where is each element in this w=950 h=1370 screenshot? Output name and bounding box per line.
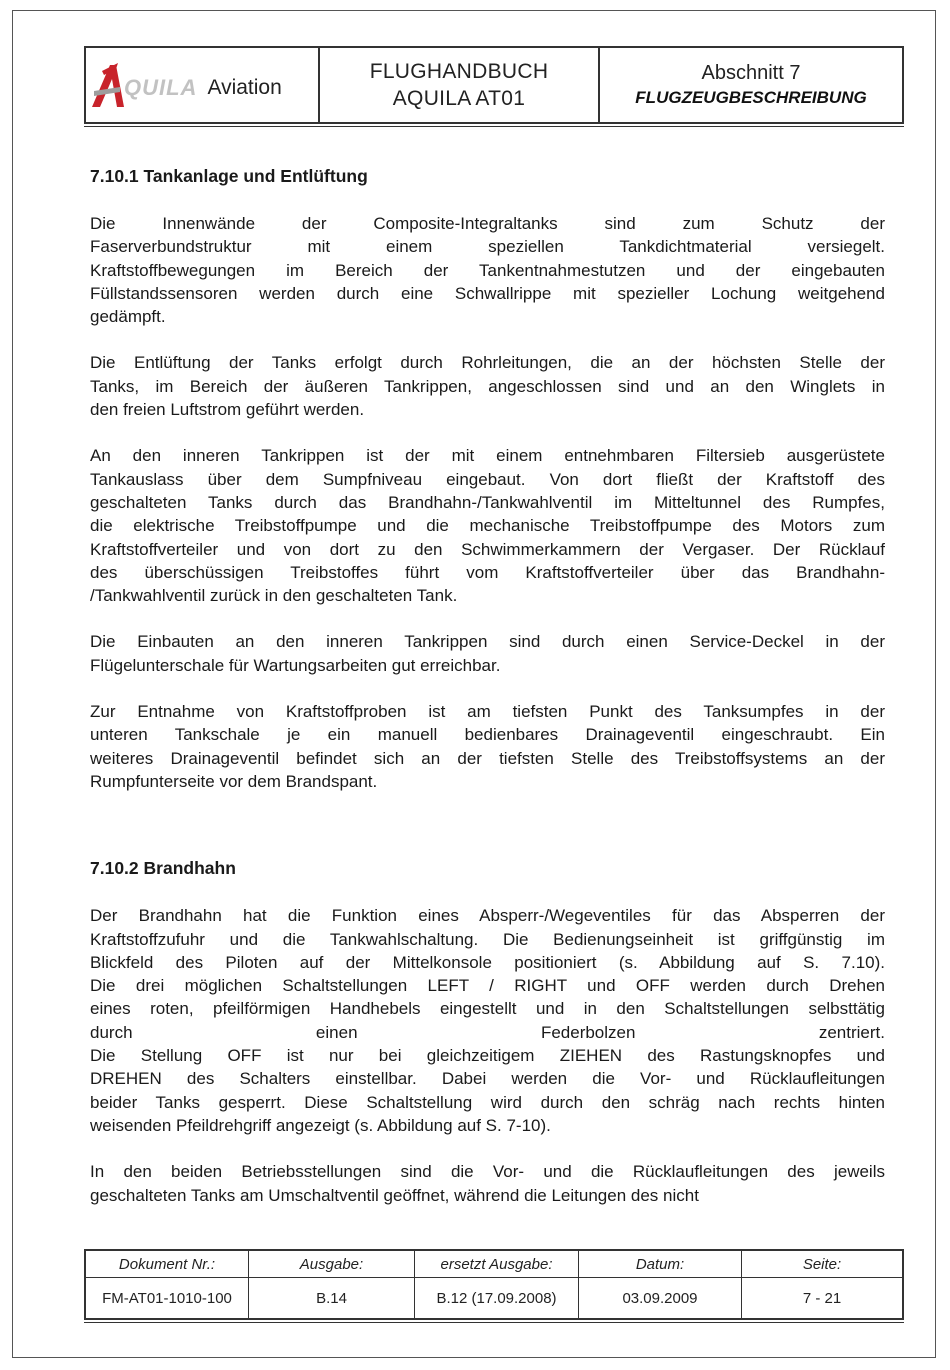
paragraph-line: Tanks, im Bereich der äußeren Tankrippen, angeschlossen sind und an den Winglets in: [90, 376, 885, 396]
paragraph-line: durch einen Federbolzen zentriert.: [90, 1022, 885, 1042]
body-paragraph: [90, 630, 885, 677]
paragraph-line: Die Innenwände der Composite-Integraltanks sind zum Schutz der: [90, 214, 885, 233]
footer-date: 03.09.2009: [578, 1278, 741, 1318]
footer-replaces-edition: B.12 (17.09.2008): [414, 1278, 578, 1318]
paragraph-line: Flügelunterschale für Wartungsarbeiten gut erreichbar.: [90, 655, 501, 675]
paragraph-line: beider Tanks gesperrt. Diese Schaltstellung wird durch den schräg nach rechts hinten: [90, 1092, 885, 1112]
footer-label-replaces-edition: ersetzt Ausgabe:: [414, 1251, 578, 1277]
paragraph-line: geschalteten Tanks durch das Brandhahn-/Tankwahlventil im Mitteltunnel des Rumpfes,: [90, 492, 885, 512]
paragraph-line: Die drei möglichen Schaltstellungen LEFT / RIGHT und OFF werden durch Drehen: [90, 976, 885, 996]
footer-label-edition: Ausgabe:: [248, 1251, 414, 1277]
manual-title-line2: AQUILA AT01: [392, 87, 526, 110]
section-label: [598, 48, 902, 122]
body-paragraph: [90, 444, 885, 607]
paragraph-line: weisenden Pfeildrehgriff angezeigt (s. Abbildung auf S. 7-10).: [90, 1115, 551, 1135]
section-7-10-1-text: [90, 212, 885, 793]
paragraph-line: Füllstandssensoren werden durch eine Schwallrippe mit spezieller Lochung weitgehend: [90, 283, 885, 303]
manual-title: [318, 48, 598, 122]
footer-document-no: FM-AT01-1010-100: [102, 1289, 232, 1307]
manual-title-line1: FLUGHANDBUCH: [369, 60, 549, 83]
logo-wordmark: QUILA: [124, 75, 198, 100]
body-paragraph: [90, 212, 885, 328]
footer-label-row: [86, 1251, 902, 1277]
paragraph-line: Kraftstoffverteiler und von dort zu den Schwimmerkammern der Vergaser. Der Rücklauf: [90, 539, 885, 559]
paragraph-line: Die Einbauten an den inneren Tankrippen sind durch einen Service-Deckel in der: [90, 632, 885, 652]
page-footer: [84, 1249, 904, 1320]
section-heading-7-10-1: 7.10.1 Tankanlage und Entlüftung: [90, 166, 368, 186]
paragraph-line: Blickfeld des Piloten auf der Mittelkonsole positioniert (s. Abbildung auf S. 7.10).: [90, 952, 885, 972]
section-number: Abschnitt 7: [701, 62, 801, 84]
paragraph-line: Der Brandhahn hat die Funktion eines Absperr-/Wegeventiles für das Absperren der: [90, 906, 885, 926]
paragraph-line: eines roten, pfeilförmigen Handhebels eingestellt und in den Schaltstellungen selbsttätig: [90, 999, 885, 1019]
paragraph-line: Die Entlüftung der Tanks erfolgt durch Rohrleitungen, die an der höchsten Stelle der: [90, 353, 885, 373]
footer-label-date: Datum:: [578, 1251, 741, 1277]
paragraph-line: In den beiden Betriebsstellungen sind die Vor- und die Rücklaufleitungen des jeweils: [90, 1162, 885, 1182]
body-paragraph: [90, 700, 885, 793]
paragraph-line: unteren Tankschale je ein manuell bedienbares Drainageventil eingeschraubt. Ein: [90, 725, 885, 745]
paragraph-line: die elektrische Treibstoffpumpe und die mechanische Treibstoffpumpe des Motors zum: [90, 516, 885, 536]
page-body: [90, 162, 885, 1230]
paragraph-line: geschalteten Tanks am Umschaltventil geöffnet, während die Leitungen des nicht: [90, 1185, 699, 1205]
paragraph-line: /Tankwahlventil zurück in den geschalteten Tank.: [90, 586, 458, 606]
paragraph-line: Kraftstoffbewegungen im Bereich der Tankentnahmestutzen und der eingebauten: [90, 260, 885, 280]
paragraph-line: den freien Luftstrom geführt werden.: [90, 400, 365, 420]
paragraph-line: Faserverbundstruktur mit einem speziellen Tankdichtmaterial versiegelt.: [90, 237, 885, 257]
aquila-logo-icon: [90, 61, 126, 109]
body-paragraph: [90, 351, 885, 421]
section-7-10-2-text: [90, 904, 885, 1207]
footer-page-number: 7 - 21: [741, 1278, 902, 1318]
paragraph-line: des überschüssigen Treibstoffes führt vom Kraftstoffverteiler über das Brandhahn-: [90, 562, 885, 582]
page-header: [84, 46, 904, 124]
paragraph-line: Tankauslass über dem Sumpfniveau eingebaut. Von dort fließt der Kraftstoff des: [90, 469, 885, 489]
paragraph-line: weiteres Drainageventil befindet sich an der tiefsten Stelle des Treibstoffsystems an der: [90, 748, 885, 768]
paragraph-line: Zur Entnahme von Kraftstoffproben ist am tiefsten Punkt des Tanksumpfes in der: [90, 702, 885, 722]
footer-edition: B.14: [248, 1278, 414, 1318]
paragraph-line: An den inneren Tankrippen ist der mit einem entnehmbaren Filtersieb ausgerüstete: [90, 446, 885, 466]
paragraph-line: Kraftstoffzufuhr und die Tankwahlschaltung. Die Bedienungseinheit ist griffgünstig im: [90, 929, 885, 949]
paragraph-line: gedämpft.: [90, 307, 166, 327]
paragraph-line: Rumpfunterseite vor dem Brandspant.: [90, 771, 378, 791]
paragraph-line: DREHEN des Schalters einstellbar. Dabei werden die Vor- und Rücklaufleitungen: [90, 1069, 885, 1089]
company-logo: [86, 48, 318, 122]
paragraph-line: Die Stellung OFF ist nur bei gleichzeitigem ZIEHEN des Rastungsknopfes und: [90, 1046, 885, 1066]
logo-aviation-text: Aviation: [207, 76, 282, 99]
section-title: FLUGZEUGBESCHREIBUNG: [635, 88, 867, 107]
footer-label-document-no: Dokument Nr.:: [118, 1255, 216, 1273]
section-heading-7-10-2: 7.10.2 Brandhahn: [90, 858, 236, 879]
footer-value-row: [86, 1277, 902, 1318]
body-paragraph: [90, 904, 885, 1137]
body-paragraph: [90, 1160, 885, 1207]
section-spacer: [90, 816, 885, 854]
footer-label-page: Seite:: [741, 1251, 902, 1277]
